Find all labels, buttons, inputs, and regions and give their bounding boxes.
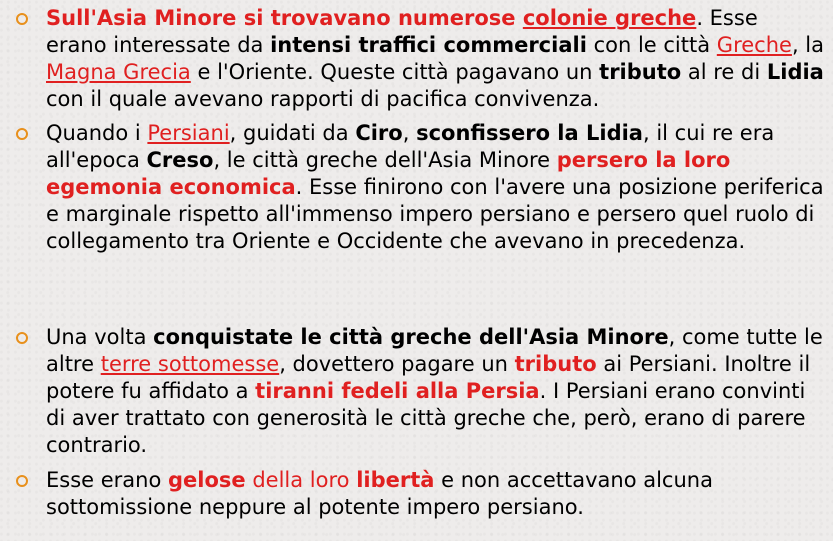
text-segment: Magna Grecia (46, 60, 191, 84)
bullet-marker-icon (16, 475, 28, 487)
bullet-text (46, 120, 824, 255)
text-segment: colonie greche (522, 6, 697, 30)
text-segment: tributo (599, 60, 682, 84)
text-segment: e l'Oriente. Queste città pagavano un (190, 60, 600, 84)
bullet-text (46, 467, 824, 521)
text-segment: ai Persiani. Inoltre il potere fu affidato a (46, 352, 811, 403)
text-segment: , le città greche dell'Asia Minore (213, 148, 557, 172)
text-segment: tiranni fedeli alla Persia (255, 379, 540, 403)
text-segment: intensi traffici commerciali (270, 33, 587, 57)
bullet-text (46, 5, 824, 113)
text-segment: . Esse finirono con l'avere una posizione periferica e marginale rispetto all'immenso impero persiano e persero quel ruolo di collegamento tra Oriente e Occidente che avevano in precedenza. (46, 175, 824, 253)
text-segment: Quando i (46, 121, 148, 145)
bullet-2 (16, 120, 824, 255)
bullet-marker-icon (16, 13, 28, 25)
text-segment: , guidati da (229, 121, 356, 145)
text-segment: , la (791, 33, 824, 57)
text-segment: . I Persiani erano convinti di aver trattato con generosità le città greche che, però, erano di parere contrario. (46, 379, 806, 457)
text-segment: libertà (356, 468, 435, 492)
text-segment: con il quale avevano rapporti di pacifica convivenza. (46, 87, 600, 111)
text-segment: Lidia (766, 60, 824, 84)
text-segment: terre sottomesse (100, 352, 280, 376)
text-segment: conquistate le città greche dell'Asia Minore (153, 325, 669, 349)
text-segment: gelose (168, 468, 246, 492)
text-segment: Esse erano (46, 468, 169, 492)
text-segment: tributo (514, 352, 597, 376)
bullet-marker-icon (16, 128, 28, 140)
bullet-4 (16, 467, 824, 521)
text-segment: Creso (146, 148, 214, 172)
bullet-marker-icon (16, 332, 28, 344)
text-segment: , il cui re era all'epoca (46, 121, 775, 172)
text-segment: Persiani (147, 121, 230, 145)
bullet-text (46, 324, 824, 459)
bullet-3 (16, 324, 824, 459)
text-segment: Ciro (355, 121, 403, 145)
text-segment: Una volta (46, 325, 154, 349)
text-segment: al re di (681, 60, 767, 84)
text-segment: con le città (586, 33, 717, 57)
text-segment: e non accettavano alcuna sottomissione neppure al potente impero persiano. (46, 468, 713, 519)
text-segment: , dovettero pagare un (279, 352, 515, 376)
text-segment: , (402, 121, 417, 145)
bullet-1 (16, 5, 824, 113)
text-segment: Greche (716, 33, 792, 57)
text-segment: . Esse erano interessate da (46, 6, 758, 57)
text-segment: , come tutte le altre (46, 325, 823, 376)
text-segment: Sull'Asia Minore si trovavano numerose (46, 6, 523, 30)
text-segment: della loro (245, 468, 357, 492)
text-segment: persero la loro egemonia economica (46, 148, 731, 199)
text-segment: sconfissero la Lidia (416, 121, 643, 145)
